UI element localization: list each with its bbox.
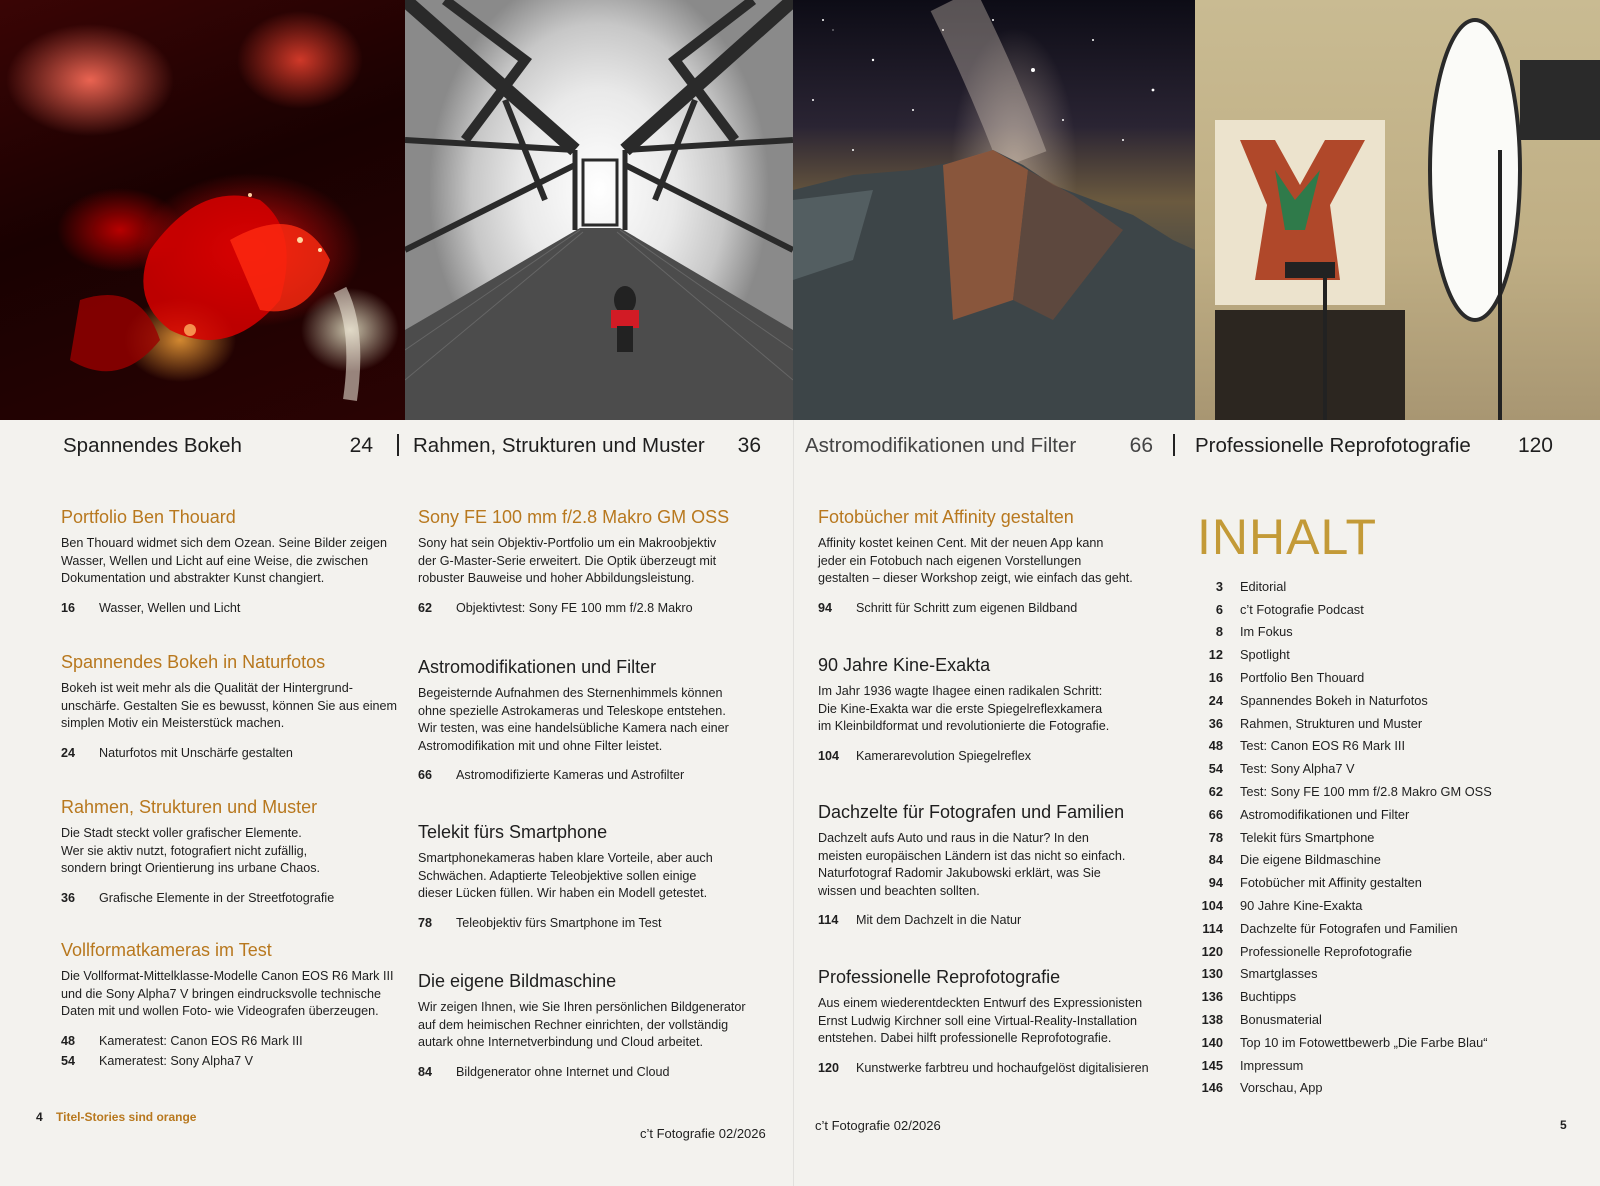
toc-page-number: 24: [1208, 692, 1223, 708]
article-title: Rahmen, Strukturen und Muster: [61, 797, 318, 817]
page-reference: 62 Objektivtest: Sony FE 100 mm f/2.8 Makro: [418, 600, 693, 615]
toc-entry[interactable]: [1197, 621, 1577, 644]
toc-entry[interactable]: [1197, 689, 1577, 712]
article-teaser: Im Jahr 1936 wagte Ihagee einen radikalen Schritt: Die Kine-Exakta war die erste Spiegelreflexkamera im Kleinbildformat und revolutionierte die Fotografie.: [818, 684, 1110, 734]
toc-page-number: 6: [1215, 601, 1223, 617]
toc-entry[interactable]: [1197, 643, 1577, 666]
article-title: Spannendes Bokeh in Naturfotos: [61, 652, 326, 672]
toc-page-number: 8: [1215, 624, 1223, 640]
article-title: Telekit fürs Smartphone: [418, 822, 608, 842]
section-head-bokeh[interactable]: [63, 428, 373, 464]
toc-entry-title: Telekit fürs Smartphone: [1240, 829, 1375, 845]
article-fotobuecher[interactable]: [818, 505, 1163, 617]
article-repro[interactable]: [818, 965, 1163, 1077]
article-teaser: Aus einem wiederentdeckten Entwurf des Expressionisten Ernst Ludwig Kirchner soll eine Virtual-Reality-Installation entstehen. Dabei hilft professionelle Reprofotografie.: [818, 996, 1143, 1046]
article-title: Astromodifikationen und Filter: [418, 657, 657, 677]
article-teaser: Begeisternde Aufnahmen des Sternenhimmels können ohne spezielle Astrokameras und Teleskope entstehen. Wir testen, was eine handelsübliche Kamera nach einer Astromodifikation mit und ohne Filter leistet.: [418, 686, 729, 753]
inhalt-title: INHALT: [1197, 509, 1378, 565]
toc-page-number: 104: [1201, 898, 1223, 914]
toc-entry-title: Vorschau, App: [1240, 1080, 1323, 1096]
page-number-left: 4: [36, 1110, 43, 1124]
toc-page-number: 130: [1201, 966, 1223, 982]
toc-entry-title: Fotobücher mit Affinity gestalten: [1240, 875, 1422, 891]
section-head-title: Rahmen, Strukturen und Muster: [413, 434, 705, 457]
toc-entry-title: Im Fokus: [1240, 624, 1293, 640]
article-teaser: Smartphonekameras haben klare Vorteile, aber auch Schwächen. Adaptierte Teleobjektive sollen einige dieser Lücken füllen. Wir haben ein Modell getestet.: [418, 851, 713, 901]
article-teaser: Wir zeigen Ihnen, wie Sie Ihren persönlichen Bildgenerator auf dem heimischen Rechner einrichten, der vollständig autark ohne Internetverbindung und Cloud arbeitet.: [418, 1000, 746, 1050]
toc-entry[interactable]: [1197, 712, 1577, 735]
toc-page-number: 3: [1215, 578, 1223, 594]
toc-entry-title: 90 Jahre Kine-Exakta: [1240, 898, 1363, 914]
toc-page-number: 66: [1208, 806, 1223, 822]
toc-entry[interactable]: [1197, 803, 1577, 826]
toc-entry[interactable]: [1197, 757, 1577, 780]
bokeh-photo: [0, 0, 405, 420]
toc-entry-title: Buchtipps: [1240, 989, 1297, 1005]
toc-entry-title: Test: Sony FE 100 mm f/2.8 Makro GM OSS: [1240, 784, 1492, 800]
toc-page-number: 146: [1201, 1080, 1223, 1096]
page-reference: 48 Kameratest: Canon EOS R6 Mark III: [61, 1033, 303, 1048]
toc-entry[interactable]: [1197, 849, 1577, 872]
article-teaser: Ben Thouard widmet sich dem Ozean. Seine Bilder zeigen Wasser, Wellen und Licht auf eine Weise, die zwischen Dokumentation und abstrakter Kunst changiert.: [61, 536, 387, 586]
article-title: Die eigene Bildmaschine: [418, 971, 617, 991]
section-head-title: Spannendes Bokeh: [63, 434, 242, 457]
toc-entry[interactable]: [1197, 598, 1577, 621]
toc-entry-title: Spotlight: [1240, 647, 1290, 663]
toc-entry-title: c’t Fotografie Podcast: [1240, 601, 1364, 617]
toc-entry-title: Spannendes Bokeh in Naturfotos: [1240, 692, 1428, 708]
section-head-page: 24: [349, 434, 373, 457]
page-reference: 16 Wasser, Wellen und Licht: [61, 600, 241, 615]
toc-entry-title: Impressum: [1240, 1057, 1304, 1073]
toc-entry[interactable]: [1197, 575, 1577, 598]
toc-entry-title: Test: Canon EOS R6 Mark III: [1240, 738, 1405, 754]
toc-entry-title: Bonusmaterial: [1240, 1012, 1322, 1028]
footer-issue-left: c’t Fotografie 02/2026: [640, 1126, 766, 1141]
page-reference: 84 Bildgenerator ohne Internet und Cloud: [418, 1064, 670, 1079]
article-teaser: Bokeh ist weit mehr als die Qualität der Hintergrund- unschärfe. Gestalten Sie es bewusst, können Sie aus einem simplen Motiv ein Meisterstück machen.: [61, 681, 398, 731]
page-reference: 66 Astromodifizierte Kameras und Astrofilter: [418, 768, 685, 783]
article-title: Portfolio Ben Thouard: [61, 507, 236, 527]
article-title: 90 Jahre Kine-Exakta: [818, 655, 991, 675]
section-head-repro[interactable]: [1195, 428, 1553, 464]
page-reference: 78 Teleobjektiv fürs Smartphone im Test: [418, 915, 662, 930]
section-divider: [397, 434, 399, 456]
toc-entry[interactable]: [1197, 917, 1577, 940]
toc-entry-title: Professionelle Reprofotografie: [1240, 943, 1413, 959]
article-teaser: Sony hat sein Objektiv-Portfolio um ein Makroobjektiv der G-Master-Serie erweitert. Die Optik überzeugt mit robuster Bauweise und hoher Abbildungsleistung.: [418, 536, 717, 586]
article-title: Dachzelte für Fotografen und Familien: [818, 802, 1125, 822]
article-kine-exakta[interactable]: [818, 653, 1163, 765]
article-teaser: Die Vollformat-Mittelklasse-Modelle Canon EOS R6 Mark III und die Sony Alpha7 V bringen eindrucksvolle technische Daten mit und wollen Foto- wie Videografen überzeugen.: [61, 969, 394, 1019]
toc-entry-title: Die eigene Bildmaschine: [1240, 852, 1381, 868]
toc-page-number: 12: [1208, 647, 1223, 663]
toc-entry[interactable]: [1197, 940, 1577, 963]
footer-legend: Titel-Stories sind orange: [56, 1110, 197, 1124]
section-head-title: Astromodifikationen und Filter: [805, 434, 1077, 457]
toc-entry-title: Top 10 im Fotowettbewerb „Die Farbe Blau“: [1240, 1034, 1488, 1050]
toc-entry-title: Test: Sony Alpha7 V: [1240, 761, 1355, 777]
page-reference: 36 Grafische Elemente in der Streetfotografie: [61, 890, 335, 905]
bridge-photo: [405, 0, 793, 420]
section-head-page: 36: [737, 434, 761, 457]
toc-page-number: 54: [1208, 761, 1223, 777]
toc-entry[interactable]: [1197, 666, 1577, 689]
toc-entry[interactable]: [1197, 871, 1577, 894]
section-head-rahmen[interactable]: [413, 428, 761, 464]
toc-entry-title: Smartglasses: [1240, 966, 1318, 982]
toc-page-number: 16: [1208, 670, 1223, 686]
toc-entry[interactable]: [1197, 963, 1577, 986]
toc-page-number: 140: [1201, 1034, 1223, 1050]
section-head-page: 66: [1129, 434, 1153, 457]
toc-page-number: 94: [1208, 875, 1223, 891]
section-divider: [1173, 434, 1175, 456]
article-bildmaschine[interactable]: [418, 969, 763, 1081]
article-teaser: Die Stadt steckt voller grafischer Elemente. Wer sie aktiv nutzt, fotografiert nicht zufällig, sondern bringt Orientierung ins urbane Chaos.: [61, 826, 321, 876]
article-portfolio[interactable]: [61, 505, 406, 617]
article-bokeh[interactable]: [61, 650, 406, 762]
article-sony-makro[interactable]: [418, 505, 763, 617]
toc-page-number: 114: [1202, 920, 1223, 936]
article-title: Professionelle Reprofotografie: [818, 967, 1061, 987]
toc-entry-title: Rahmen, Strukturen und Muster: [1240, 715, 1423, 731]
page-reference: 54 Kameratest: Sony Alpha7 V: [61, 1053, 254, 1068]
toc-entry[interactable]: [1197, 1077, 1577, 1100]
toc-page-number: 36: [1208, 715, 1223, 731]
page-fold: [793, 420, 794, 1186]
toc-entry[interactable]: [1197, 826, 1577, 849]
page-reference: 114 Mit dem Dachzelt in die Natur: [818, 913, 1022, 928]
toc-page-number: 62: [1208, 784, 1223, 800]
article-rahmen[interactable]: [61, 795, 406, 907]
toc-page-number: 145: [1201, 1057, 1223, 1073]
page-reference: 24 Naturfotos mit Unschärfe gestalten: [61, 745, 293, 760]
toc-entry[interactable]: [1197, 1054, 1577, 1077]
toc-page-number: 136: [1201, 989, 1223, 1005]
toc-page-number: 78: [1208, 829, 1223, 845]
section-head-astro[interactable]: [805, 428, 1153, 464]
article-title: Vollformatkameras im Test: [61, 940, 272, 960]
article-title: Fotobücher mit Affinity gestalten: [818, 507, 1074, 527]
footer-issue-right: c’t Fotografie 02/2026: [815, 1118, 941, 1133]
page-reference: 120 Kunstwerke farbtreu und hochaufgelöst digitalisieren: [818, 1060, 1149, 1075]
page-reference: 104 Kamerarevolution Spiegelreflex: [818, 748, 1032, 763]
toc-entry-title: Astromodifikationen und Filter: [1240, 806, 1410, 822]
article-teaser: Dachzelt aufs Auto und raus in die Natur? In den meisten europäischen Ländern ist das nicht so einfach. Naturfotograf Radomir Jakubowski erklärt, was Sie wissen und beachten sollten.: [818, 831, 1126, 898]
toc-entry[interactable]: [1197, 780, 1577, 803]
toc-entry-title: Editorial: [1240, 578, 1287, 594]
toc-entry[interactable]: [1197, 985, 1577, 1008]
table-of-contents: [1197, 575, 1577, 1099]
astro-photo: [793, 0, 1195, 420]
page-reference: 94 Schritt für Schritt zum eigenen Bildband: [818, 600, 1078, 615]
toc-page-number: 138: [1201, 1012, 1223, 1028]
article-telekit[interactable]: [418, 820, 763, 932]
article-vollformat[interactable]: [61, 938, 406, 1070]
article-title: Sony FE 100 mm f/2.8 Makro GM OSS: [418, 507, 730, 527]
toc-entry-title: Dachzelte für Fotografen und Familien: [1240, 920, 1458, 936]
toc-entry[interactable]: [1197, 894, 1577, 917]
section-head-page: 120: [1517, 434, 1553, 457]
toc-entry[interactable]: [1197, 1031, 1577, 1054]
toc-page-number: 48: [1208, 738, 1223, 754]
section-head-title: Professionelle Reprofotografie: [1195, 434, 1471, 457]
article-teaser: Affinity kostet keinen Cent. Mit der neuen App kann jeder ein Fotobuch nach eigenen Vorstellungen gestalten – dieser Workshop zeigt, wie einfach das geht.: [818, 536, 1133, 586]
article-dachzelte[interactable]: [818, 800, 1163, 929]
toc-page-number: 120: [1201, 943, 1223, 959]
toc-entry-title: Portfolio Ben Thouard: [1240, 670, 1365, 686]
toc-entry[interactable]: [1197, 735, 1577, 758]
page-number-right: 5: [1560, 1118, 1567, 1132]
repro-photo: [1195, 0, 1600, 420]
toc-entry[interactable]: [1197, 1008, 1577, 1031]
article-astro[interactable]: [418, 655, 763, 784]
toc-page-number: 84: [1208, 852, 1223, 868]
